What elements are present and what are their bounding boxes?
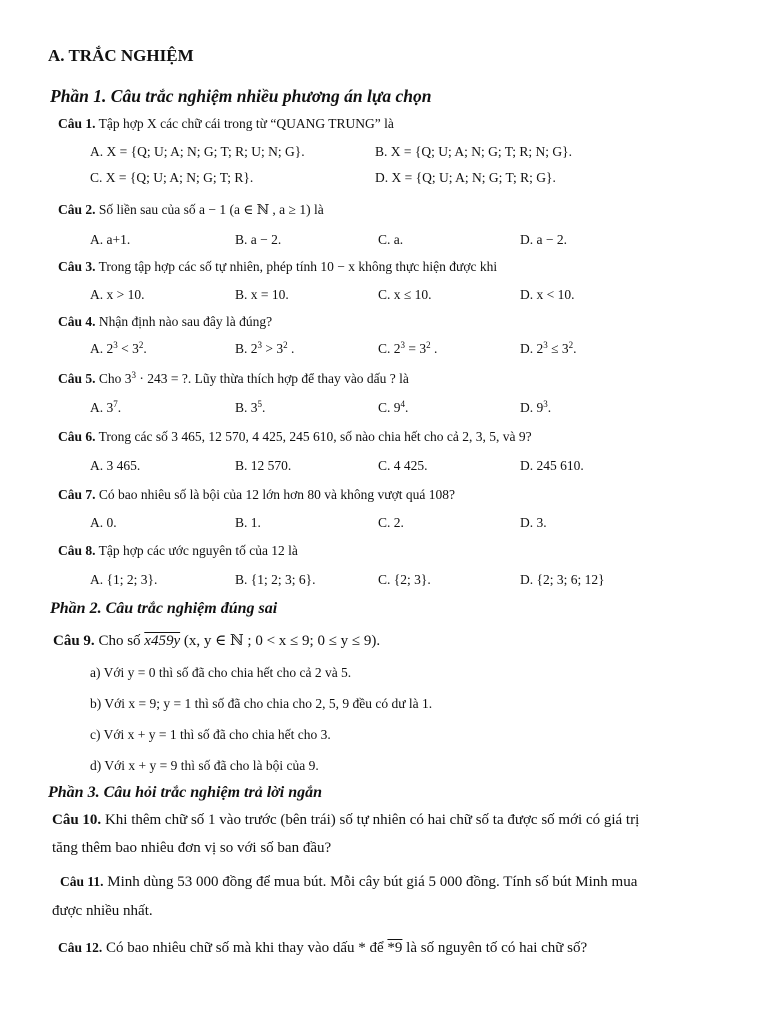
option-d: D. X = {Q; U; A; N; G; T; R; G}.	[375, 170, 556, 185]
option-d: D. 3.	[520, 515, 547, 530]
option-a: A. x > 10.	[90, 287, 145, 302]
option-d: D. $2^3 \le 3^2$.	[520, 340, 577, 356]
question-8	[58, 543, 298, 559]
option-d: D. {2; 3; 6; 12}	[520, 572, 605, 587]
statement-d: d) Với x + y = 9 thì số đã cho là bội của 9.	[90, 758, 319, 773]
question-text: (x, y ∈ ℕ ; 0 < x ≤ 9; 0 ≤ y ≤ 9).	[183, 633, 381, 649]
question-label: Câu 7.	[58, 487, 96, 502]
option-a: A. $3^7$.	[90, 399, 122, 415]
option-c: C. x ≤ 10.	[378, 287, 432, 302]
option-c: C. 2.	[378, 515, 404, 530]
question-11	[60, 874, 637, 891]
option-c: C. a.	[378, 232, 404, 247]
option-c: C. X = {Q; U; A; N; G; T; R}.	[90, 170, 254, 185]
question-label: Câu 4.	[58, 314, 96, 329]
option-d: D. a − 2.	[520, 232, 567, 247]
option-c: C. 4 425.	[378, 458, 428, 473]
part2-heading: Phần 2. Câu trắc nghiệm đúng sai	[50, 600, 278, 617]
question-text: Số liền sau của số a − 1 (a ∈ ℕ , a ≥ 1) là	[98, 202, 324, 217]
question-1	[58, 116, 394, 132]
statement-c: c) Với x + y = 1 thì số đã cho chia hết cho 3.	[90, 727, 331, 742]
section-heading: A. TRẮC NGHIỆM	[48, 46, 194, 65]
question-label: Câu 11.	[60, 874, 104, 889]
option-b: B. 12 570.	[235, 458, 292, 473]
question-text: là số nguyên tố có hai chữ số?	[406, 940, 588, 956]
option-a: A. 0.	[90, 515, 117, 530]
part3-heading: Phần 3. Câu hỏi trắc nghiệm trả lời ngắn	[48, 784, 322, 801]
question-7	[58, 487, 455, 503]
option-d: D. x < 10.	[520, 287, 575, 302]
option-a: A. $2^3 < 3^2$.	[90, 340, 147, 356]
number-overline: x459y	[144, 633, 181, 649]
option-a: A. 3 465.	[90, 458, 141, 473]
question-text: . Lũy thừa thích hợp để thay vào dấu ? là	[187, 371, 409, 386]
question-text: Cho số	[98, 633, 141, 649]
question-text: Nhận định nào sau đây là đúng?	[98, 314, 273, 329]
option-d: D. $9^3$.	[520, 399, 552, 415]
option-b: B. $3^5$.	[235, 399, 266, 415]
question-10-cont: tăng thêm bao nhiêu đơn vị so với số ban đầu?	[52, 840, 332, 856]
option-b: B. 1.	[235, 515, 261, 530]
part1-heading: Phần 1. Câu trắc nghiệm nhiều phương án lựa chọn	[50, 86, 432, 106]
question-label: Câu 9.	[53, 633, 95, 649]
question-text: Tập hợp các ước nguyên tố của 12 là	[98, 543, 298, 558]
option-c: C. $9^4$.	[378, 399, 409, 415]
question-label: Câu 8.	[58, 543, 96, 558]
option-d: D. 245 610.	[520, 458, 584, 473]
question-text: Có bao nhiêu chữ số mà khi thay vào dấu * để	[106, 940, 384, 956]
option-b: B. a − 2.	[235, 232, 282, 247]
option-b: B. {1; 2; 3; 6}.	[235, 572, 316, 587]
question-4	[58, 314, 272, 330]
question-label: Câu 5.	[58, 371, 96, 386]
question-text: Cho	[98, 371, 122, 386]
option-c: C. {2; 3}.	[378, 572, 431, 587]
question-6	[58, 429, 532, 445]
question-text: Trong các số 3 465, 12 570, 4 425, 245 610, số nào chia hết cho cả 2, 3, 5, và 9?	[98, 429, 532, 444]
question-5	[58, 371, 409, 387]
option-c: C. $2^3 = 3^2$ .	[378, 340, 438, 356]
statement-a: a) Với y = 0 thì số đã cho chia hết cho cả 2 và 5.	[90, 665, 352, 680]
option-a: A. a+1.	[90, 232, 131, 247]
option-b: B. X = {Q; U; A; N; G; T; R; N; G}.	[375, 144, 572, 159]
question-text: Khi thêm chữ số 1 vào trước (bên trái) số tự nhiên có hai chữ số ta được số mới có giá trị	[104, 812, 640, 828]
question-label: Câu 2.	[58, 202, 96, 217]
number-overline: *9	[387, 940, 403, 956]
question-2	[58, 202, 324, 218]
option-b: B. $2^3 > 3^2$ .	[235, 340, 295, 356]
question-label: Câu 1.	[58, 116, 96, 131]
question-label: Câu 12.	[58, 940, 103, 955]
question-label: Câu 3.	[58, 259, 96, 274]
question-3	[58, 259, 497, 275]
math-expression: $3^3 \cdot 243$ = ?	[124, 370, 188, 386]
question-text: Có bao nhiêu số là bội của 12 lớn hơn 80 và không vượt quá 108?	[98, 487, 455, 502]
option-b: B. x = 10.	[235, 287, 289, 302]
option-a: A. X = {Q; U; A; N; G; T; R; U; N; G}.	[90, 144, 305, 159]
question-10	[52, 812, 639, 829]
question-label: Câu 10.	[52, 812, 102, 828]
option-a: A. {1; 2; 3}.	[90, 572, 158, 587]
question-text: Minh dùng 53 000 đồng để mua bút. Mỗi cây bút giá 5 000 đồng. Tính số bút Minh mua	[107, 874, 638, 890]
question-text: Trong tập hợp các số tự nhiên, phép tính 10 − x không thực hiện được khi	[98, 259, 498, 274]
statement-b: b) Với x = 9; y = 1 thì số đã cho chia cho 2, 5, 9 đều có dư là 1.	[90, 696, 433, 711]
question-label: Câu 6.	[58, 429, 96, 444]
question-12	[58, 940, 587, 957]
question-9	[53, 631, 380, 650]
question-text: Tập hợp X các chữ cái trong từ “QUANG TRUNG” là	[98, 116, 394, 131]
question-11-cont: được nhiều nhất.	[52, 903, 153, 919]
